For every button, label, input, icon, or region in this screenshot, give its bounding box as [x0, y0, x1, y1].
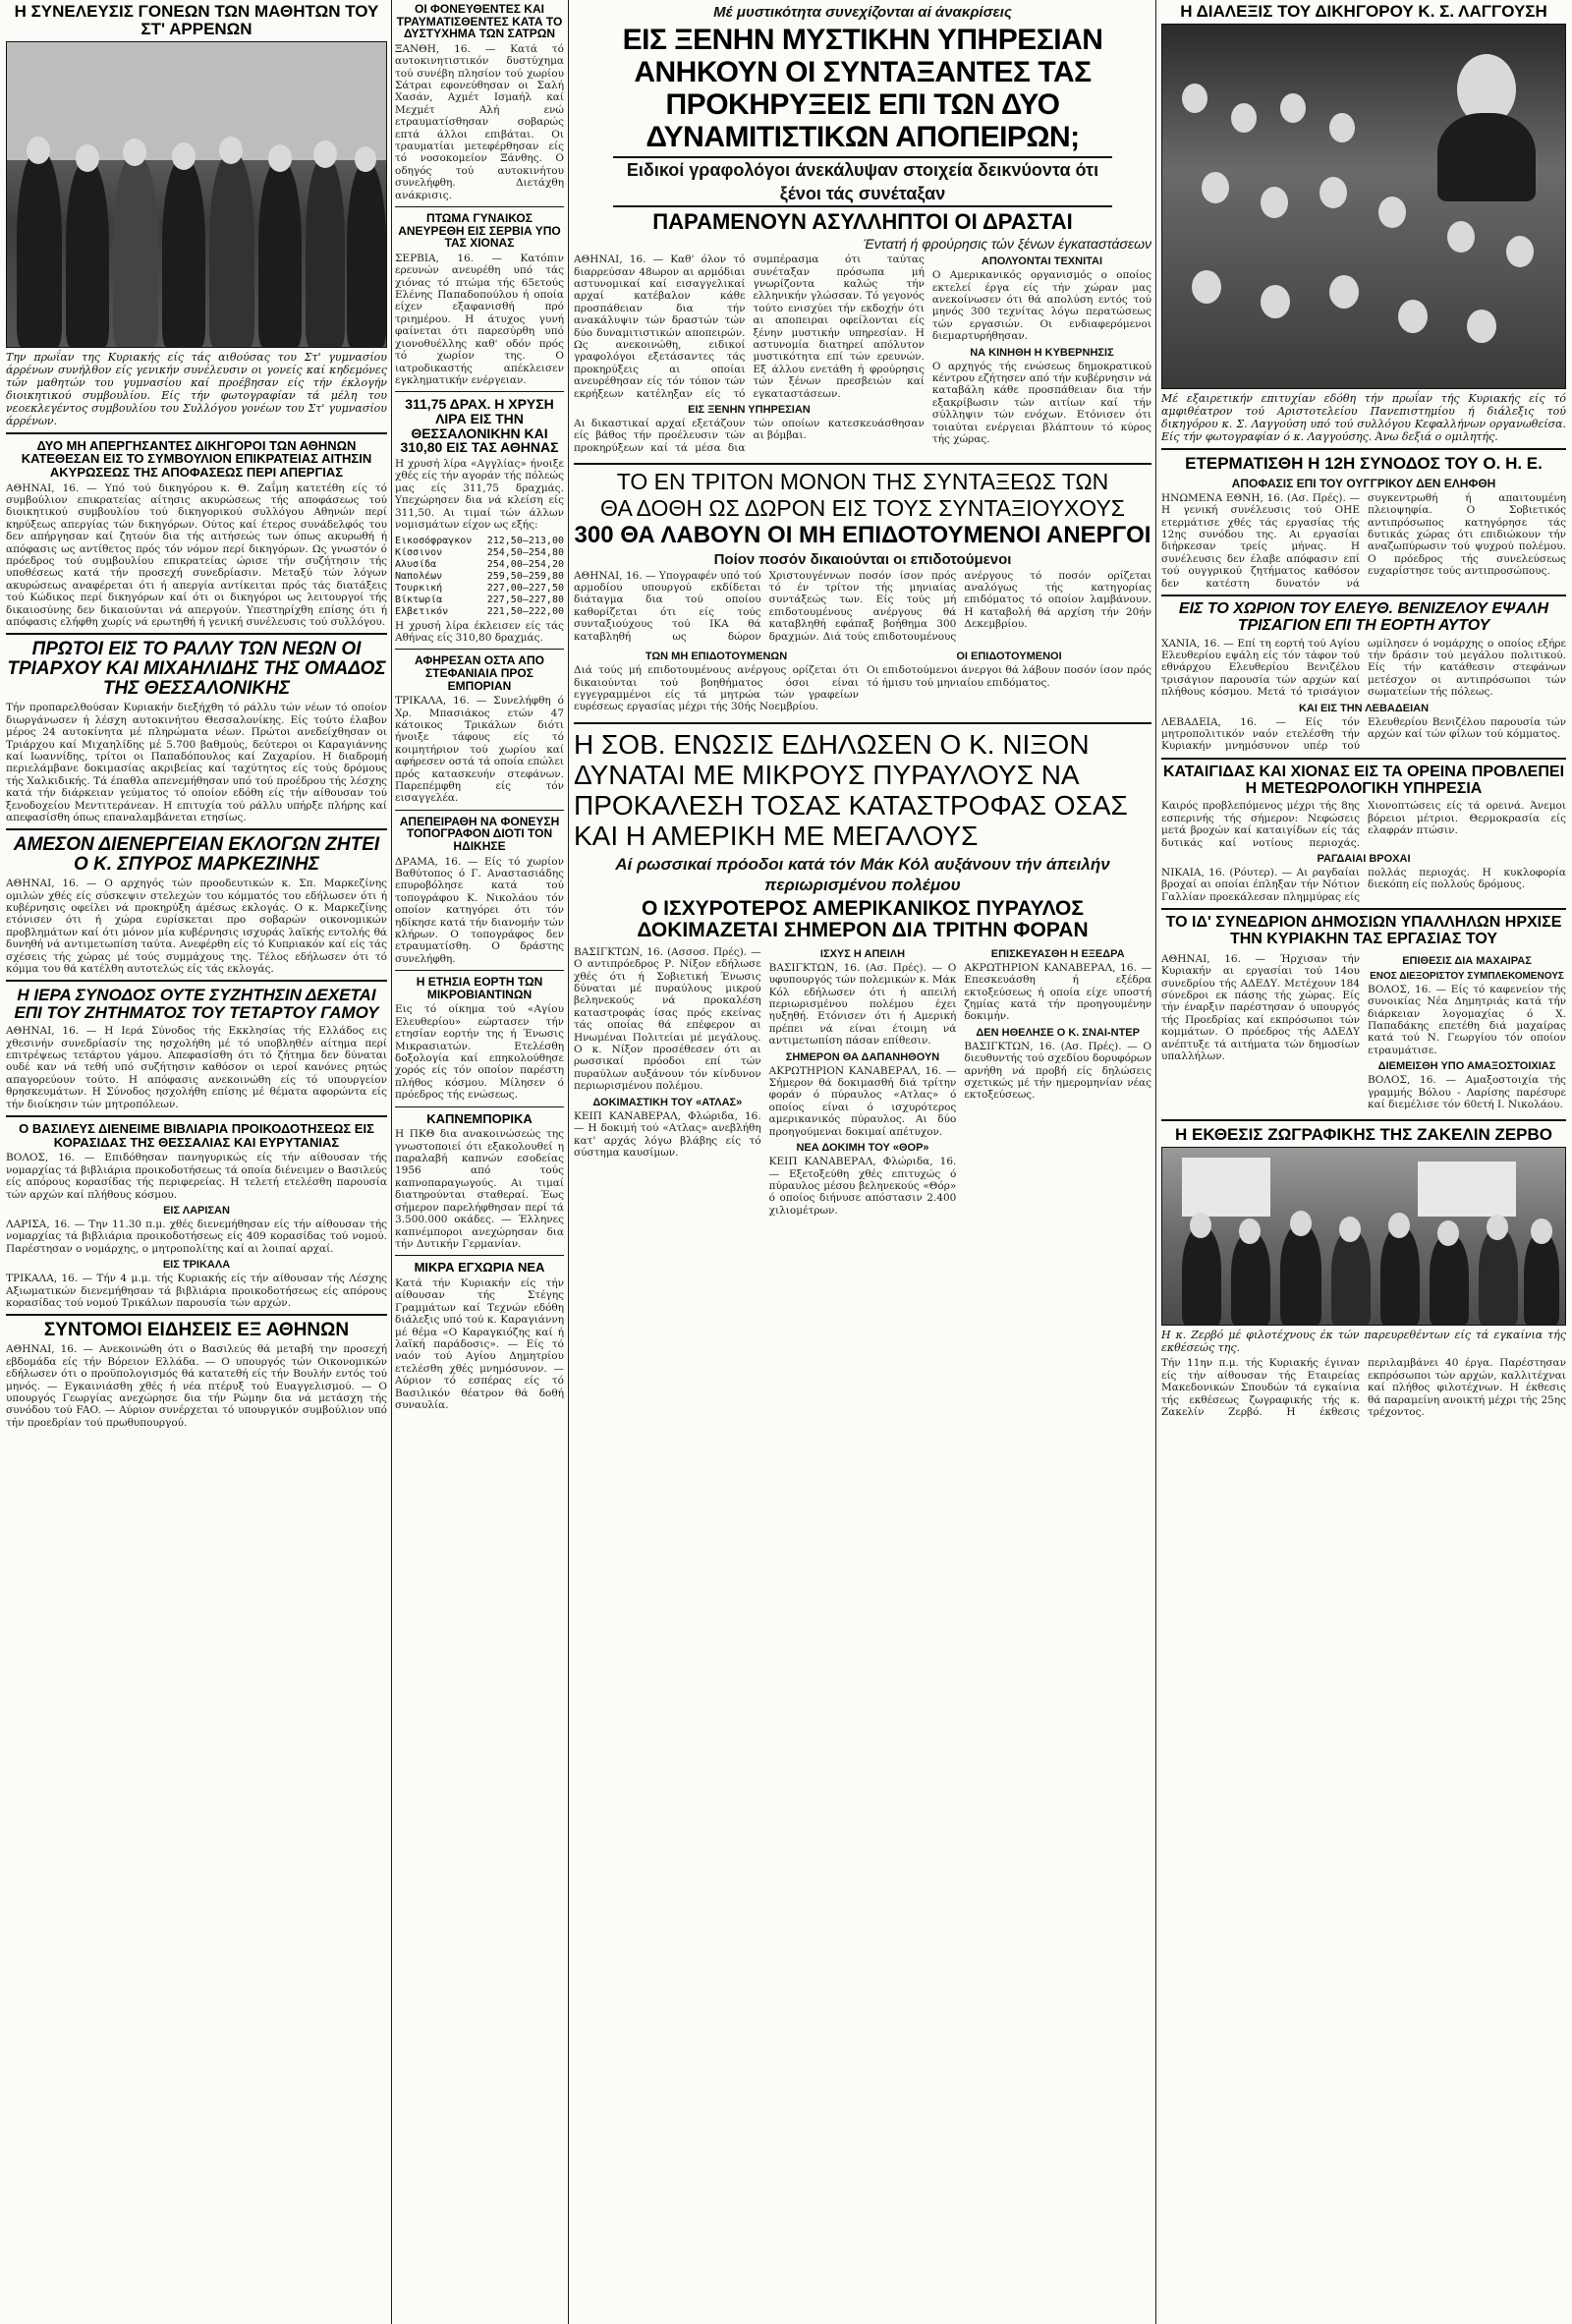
article-body: Ο Αμερικανικός οργανισμός ο οποίος εκτελεί έργα είς τήν χώραν μας ανεκοίνωσεν ότι θά απολύση εντός τού μηνός 300 τεχνίτας λόγω περατώσεως τών εργασιών. Οι ενδιαφερόμενοι διεμαρτυρήθησαν. [931, 269, 1151, 343]
photo-headline: Η ΣΥΝΕΛΕΥΣΙΣ ΓΟΝΕΩΝ ΤΩΝ ΜΑΘΗΤΩΝ ΤΟΥ ΣΤ' ΑΡΡΕΝΩΝ [14, 2, 379, 38]
article-body: Κατά τήν Κυριακήν είς τήν αίθουσαν τής Στέγης Γραμμάτων καί Τεχνών εδόθη διάλεξις υπό τού κ. Καραγιάννη μέ θέμα «Ο Καραγκιόζης καί ή λαϊκή παράδοσις». — Είς τό ναόν τού Αγίου Δημητρίου ετελέσθη χθές μνημόσυνον. — Αύριον τό εσπέρας είς τό Βασιλικόν θέατρον θά δοθή συναυλία. [395, 1276, 564, 1412]
deck: Αί ρωσσικαί πρόοδοι κατά τόν Μάκ Κόλ αυξάνουν τήν άπειλήν περιωρισμένου πολέμου [615, 854, 1110, 894]
article-body: ΤΡΙΚΑΛΑ, 16. — Συνελήφθη ό Χρ. Μπασιάκος ετών 47 κάτοικος Τρικάλων διότι ήνοιξε τάφους είς τό κοιμητήριον τού χωρίου καί αφήρεσεν οστά τά οποία επώλει πρός κατασκευήν στεφάνων. Παρεπέμφθη είς τόν εισαγγελέα. [395, 695, 564, 805]
article-body: ΑΘΗΝΑΙ, 16. — Ο αρχηγός τών προοδευτικών κ. Σπ. Μαρκεζίνης ομιλών χθές είς σύσκεψιν στελεχών του κόμματός του εδήλωσεν ότι ή κυβέρνησις οφείλει νά προκηρύξη άμέσως εκλογάς. Ο κ. Μαρκεζίνης ετόνισεν ότι ή χώρα ευρίσκεται προ σοβαρών οικονομικών προβλημάτων καί ότι μόνον μία κυβέρνησις ισχυράς λαϊκής εντολής θά δυνηθή νά αντιμετωπίση ταύτα. Ανεφέρθη είς τό Κυπριακόν καί είς τάς σχέσεις τής χώρας μέ τούς συμμάχους της. Τέλος εδήλωσεν ότι τό κόμμα του θά κατέλθη αυτοτελώς είς τάς εκλογάς. [6, 878, 387, 976]
column-rule [568, 0, 569, 2324]
photo-exhibition [1161, 1147, 1566, 1326]
article-body: ΔΡΑΜΑ, 16. — Είς τό χωρίον Βαθύτοπος ό Γ. Αναστασιάδης επυροβόλησε κατά τού τοπογράφου Κ. Νικολάου τόν οποίον κατηγόρει ότι τόν ηδίκησε κατά τήν διανομήν τών κλήρων. Ο τοπογράφος δεν ετραυματίσθη. Ο δράστης συνελήφθη. [395, 855, 564, 965]
headline: ΟΙ ΦΟΝΕΥΘΕΝΤΕΣ ΚΑΙ ΤΡΑΥΜΑΤΙΣΘΕΝΤΕΣ ΚΑΤΑ ΤΟ ΔΥΣΤΥΧΗΜΑ ΤΩΝ ΣΑΤΡΩΝ [396, 2, 563, 41]
subheading: ΔΟΚΙΜΑΣΤΙΚΗ ΤΟΥ «ΑΤΛΑΣ» [592, 1096, 743, 1108]
deck-headline: ΠΑΡΑΜΕΝΟΥΝ ΑΣΥΛΛΗΠΤΟΙ ΟΙ ΔΡΑΣΤΑΙ [652, 209, 1073, 234]
subheading: ΕΙΣ ΛΑΡΙΣΑΝ [163, 1204, 230, 1217]
rate-name: Βίκτωρία [395, 594, 443, 605]
article-body: Οι επιδοτούμενοι άνεργοι θά λάβουν ποσόν ίσον πρός τό ήμισυ τού μηνιαίου επιδόματος. [867, 664, 1151, 689]
article-body: ΗΝΩΜΕΝΑ ΕΘΝΗ, 16. (Ασ. Πρές). — Η γενική συνέλευσις τού ΟΗΕ ετερμάτισε χθές τάς εργασίας τής 12ης συνόδου της. Αι εργασίαι διήρκεσαν τρείς μήνας. Η συνέλευσις δεν έλαβε απόφασιν επί τού ουγγρικού ζητήματος καθόσον δεν κατέστη δυνατόν νά συγκεντρωθή ή απαιτουμένη πλειοψηφία. Ο Σοβιετικός αντιπρόσωπος κατηγόρησε τάς δυτικάς χώρας ότι επιδιώκουν τήν αναζωπύρωσιν τού ψυχρού πολέμου. Ο πρόεδρος τής συνελεύσεως ευχαρίστησε τούς αντιπροσώπους. [1161, 491, 1566, 590]
article-body: ΑΘΗΝΑΙ, 16. — Η Ιερά Σύνοδος τής Εκκλησίας τής Ελλάδος εις χθεσινήν συνεδρίασίν της ησχολήθη μέ τό υποβληθέν αίτημα περί επιτρέψεως τετάρτου γάμου. Απεφασίσθη ότι τό ζήτημα δεν δύναται ουδέ καν νά τεθή υπό συζήτησιν καθόσον οι ιεροί κανόνες ρητώς απαγορεύουν τούτο. Η απόφασις ανεκοινώθη είς τό υπουργείον θρησκευμάτων. Η Σύνοδος ησχολήθη επίσης μέ θέματα αφορώντα είς τήν διοίκησιν τών μητροπόλεων. [6, 1025, 387, 1110]
article-body: Αι δικαστικαί αρχαί εξετάζουν είς βάθος τήν προέλευσιν τών προκηρύξεων καί τά μέσα δια τών οποίων κατεσκευάσθησαν αι βόμβαι. [574, 417, 925, 454]
article-body: ΑΘΗΝΑΙ, 16. — Υπογραφέν υπό τού αρμοδίου υπουργού εκδίδεται διάταγμα δια τού οποίου καθορίζεται ότι είς τούς συνταξιούχους τού ΙΚΑ θά καταβληθή ως δώρον Χριστουγέννων ποσόν ίσον πρός τό έν τρίτον τής μηνιαίας συντάξεώς των. Είς τούς μή επιδοτουμένους ανέργους θά καταβληθή εφάπαξ βοήθημα 300 δραχμών. Διά τούς επιδοτουμένους ανέργους τό ποσόν ορίζεται αναλόγως τής κατηγορίας επιδόματος τό οποίον λαμβάνουν. Η καταβολή θά αρχίση τήν 20ήν Δεκεμβρίου. [574, 569, 1151, 643]
headline: ΕΤΕΡΜΑΤΙΣΘΗ Η 12Η ΣΥΝΟΔΟΣ ΤΟΥ Ο. Η. Ε. [1185, 453, 1543, 473]
article-body: ΑΘΗΝΑΙ, 16. — Καθ' όλον τό διαρρεύσαν 48ωρον αι αρμόδιαι αστυνομικαί καί εισαγγελικαί αρχαί κατέβαλον κάθε προσπάθειαν δια τήν ανακάλυψιν τών δραστών τών δύο δυναμιτιστικών αποπειρών. Ως ανεκοινώθη, ειδικοί γραφολόγοι εξετάσαντες τάς προκηρύξεις αι οποίαι ανευρέθησαν είς τόν τόπον τών εκρήξεων κατέληξαν είς τό συμπέρασμα ότι ταύτας συνέταξαν πρόσωπα μή γνωρίζοντα καλώς τήν ελληνικήν γλώσσαν. Τό γεγονός τούτο ενισχύει τήν εκδοχήν ότι αι αποπειραι οφείλονται είς ξένην μυστικήν υπηρεσίαν. Η αστυνομία διατηρεί απόλυτον μυστικότητα επί τών ερευνών. Εξ άλλου ενετάθη ή φρούρησις τών ξένων πρεσβειών καί εγκαταστάσεων. [574, 254, 925, 400]
headline: ΑΠΕΠΕΙΡΑΘΗ ΝΑ ΦΟΝΕΥΣΗ ΤΟΠΟΓΡΑΦΟΝ ΔΙΟΤΙ ΤΟΝ ΗΔΙΚΗΣΕ [399, 814, 560, 853]
headline: ΤΟ ΙΔ' ΣΥΝΕΔΡΙΟΝ ΔΗΜΟΣΙΩΝ ΥΠΑΛΛΗΛΩΝ ΗΡΧΙΣΕ ΤΗΝ ΚΥΡΙΑΚΗΝ ΤΑΣ ΕΡΓΑΣΙΑΣ ΤΟΥ [1165, 914, 1562, 948]
rate-name: Αλυσίδα [395, 558, 437, 570]
article-body: Η ΠΚΘ δια ανακοινώσεώς της γνωστοποιεί ότι εξακολουθεί η παραλαβή καπνών εσοδείας 1956 από τούς καπνοπαραγωγούς. Αι τιμαί διατηρούνται σταθεραί. Έως σήμερον παρελήφθησαν περί τά 3.500.000 οκάδες. — Έλληνες καπνέμποροι ανεχώρησαν δια τήν Δυτικήν Γερμανίαν. [395, 1128, 564, 1250]
article-body: ΛΑΡΙΣΑ, 16. — Την 11.30 π.μ. χθές διενεμήθησαν είς τήν αίθουσαν τής νομαρχίας τά βιβλιάρια προικοδοτήσεως είς 409 κορασίδας τού νομού. Παρέστησαν ο νομάρχης, ο μητροπολίτης καί αι λοιπαί αρχαί. [6, 1218, 387, 1255]
subheading: ΑΠΟΛΥΟΝΤΑΙ ΤΕΧΝΙΤΑΙ [981, 255, 1103, 268]
article-body: Η χρυσή λίρα «Αγγλίας» ήνοιξε χθές είς τήν αγοράν τής πόλεώς μας είς 311,75 δραχμάς. Υπεχώρησεν δια νά κλείση είς 311,50. Αι τιμαί τών άλλων νομισμάτων είχον ως εξής: [395, 458, 564, 532]
article-body: Διά τούς μή επιδοτουμένους ανέργους ορίζεται ότι δικαιούνται τού βοηθήματος όσοι είναι εγγεγραμμένοι είς τά μητρώα τών γραφείων ευρέσεως εργασίας μέχρι τής 30ής Νοεμβρίου. [574, 664, 859, 713]
article-body: ΑΚΡΩΤΗΡΙΟΝ ΚΑΝΑΒΕΡΑΛ, 16. — Επεσκευάσθη ή εξέδρα εκτοξεύσεως ή οποία είχε υποστή ζημίας κατά τήν προηγουμένην δοκιμήν. [964, 961, 1151, 1023]
subheading: ΣΗΜΕΡΟΝ ΘΑ ΔΑΠΑΝΗΘΟΥΝ [785, 1050, 940, 1063]
column-right [1161, 0, 1566, 2324]
rate-row [395, 559, 564, 571]
rate-row [395, 595, 564, 606]
article-body: Η χρυσή λίρα έκλεισεν είς τάς Αθήνας είς 310,80 δραχμάς. [395, 619, 564, 644]
article-body: Τήν προπαρελθούσαν Κυριακήν διεξήχθη τό ράλλυ τών νέων τό οποίον διωργάνωσεν ή λέσχη αυτοκινήτου Θεσσαλονίκης. Είς τούτο έλαβον μέρος 24 αυτοκίνητα μέ πληρώματα νέων. Πρώτοι ανεδείχθησαν οι Τριάρχου καί Μιχαηλίδης μέ 5.700 βαθμούς, δεύτεροι οι Καραγιάννης καί Ιωαννίδης, τρίτοι οι Παπαδόπουλος καί Ζαχαρίου. Η διαδρομή περιελάμβανε δοκιμασίας ακριβείας καί ταχύτητος είς τούς δρόμους τής Χαλκιδικής. Τά έπαθλα απενεμήθησαν υπό τού προέδρου τής λέσχης κατά τήν διάρκειαν γεύματος τό οποίον εδόθη είς τήν αίθουσαν τού ξενοδοχείου Μεντιτεράνεαν. Η επιτυχία τού ράλλυ υπήρξε πλήρης καί απεφασίσθη όπως επαναλαμβάνεται ετησίως. [6, 702, 387, 823]
photo-headline: Η ΔΙΑΛΕΞΙΣ ΤΟΥ ΔΙΚΗΓΟΡΟΥ Κ. Σ. ΛΑΓΓΟΥΣΗ [1180, 2, 1547, 21]
deck: Ποίον ποσόν δικαιούνται οι επιδοτούμενοι [713, 550, 1012, 568]
rate-value: 227,50—227,80 [486, 594, 564, 605]
deck: Ειδικοί γραφολόγοι άνεκάλυψαν στοιχεία δεικνύοντα ότι ξένοι τάς συνέταξαν [613, 156, 1112, 207]
article-body: Ο αρχηγός τής ενώσεως δημοκρατικού κέντρου εζήτησεν από τήν κυβέρνησιν νά καταβάλη κάθε προσπάθειαν δια τήν εξακρίβωσιν τών αιτίων καί τήν σύλληψιν τών ενόχων. Ετόνισεν ότι τοιαύται ενέργειαι βλάπτουν τό κύρος τής χώρας. [931, 360, 1151, 445]
headline: ΚΑΤΑΙΓΙΔΑΣ ΚΑΙ ΧΙΟΝΑΣ ΕΙΣ ΤΑ ΟΡΕΙΝΑ ΠΡΟΒΛΕΠΕΙ Η ΜΕΤΕΩΡΟΛΟΓΙΚΗ ΥΠΗΡΕΣΙΑ [1162, 763, 1565, 797]
article-body: ΒΟΛΟΣ, 16. — Αμαξοστοιχία τής γραμμής Βόλου - Λαρίσης παρέσυρε καί διεμέλισε τόν 60ετή Ι. Νικολάου. [1368, 1074, 1566, 1111]
rate-name: Ελβετικόν [395, 605, 449, 617]
subheading: ΕΠΙΘΕΣΙΣ ΔΙΑ ΜΑΧΑΙΡΑΣ [1402, 954, 1532, 967]
deck: Έντατή ή φρούρησις τών ξένων έγκαταστάσεων [863, 236, 1151, 253]
subheading: ΕΝΟΣ ΔΙΕΞΟΡΙΣΤΟΥ ΣΥΜΠΛΕΚΟΜΕΝΟΥΣ [1370, 970, 1564, 982]
rate-row [395, 583, 564, 595]
subheading: ΕΠΙΣΚΕΥΑΣΘΗ Η ΕΞΕΔΡΑ [990, 947, 1125, 960]
article-body: Τήν 11ην π.μ. τής Κυριακής έγιναν είς τήν αίθουσαν τής Εταιρείας Μακεδονικών Σπουδών τά εγκαίνια τής εκθέσεως ζωγραφικής τής κ. Ζακελίν Ζερβό. Η έκθεσις περιλαμβάνει 40 έργα. Παρέστησαν εκπρόσωποι τών αρχών, καλλιτέχναι καί πλήθος φιλοτέχνων. Η έκθεσις θά παραμείνη ανοικτή μέχρι τής 25ης τρέχοντος. [1161, 1357, 1566, 1418]
rate-name: Ναπολέων [395, 570, 443, 582]
article-body: ΛΕΒΑΔΕΙΑ, 16. — Είς τόν μητροπολιτικόν ναόν ετελέσθη τήν Κυριακήν μνημόσυνον υπέρ τού Ελευθερίου Βενιζέλου παρουσία τών αρχών καί τών φίλων τού κόμματος. [1161, 715, 1566, 753]
headline: ΠΡΩΤΟΙ ΕΙΣ ΤΟ ΡΑΛΛΥ ΤΩΝ ΝΕΩΝ ΟΙ ΤΡΙΑΡΧΟΥ ΚΑΙ ΜΙΧΑΗΛΙΔΗΣ ΤΗΣ ΟΜΑΔΟΣ ΤΗΣ ΘΕΣΣΑΛΟΝΙΚΗΣ [7, 639, 386, 700]
article-body: ΒΑΣΙΓΚΤΩΝ, 16. (Ασσοσ. Πρές). — Ο αντιπρόεδρος Ρ. Νίξον εδήλωσε χθές ότι ή Σοβιετική Ένωσις δύναται μέ πυραύλους μικρού βεληνεκούς νά προκαλέση καταστροφάς ίσας πρός εκείνας τάς οποίας θά επέφερον αι Ηνωμέναι Πολιτείαι μέ μεγάλους. Ο κ. Νίξον προσέθεσεν ότι αι ρωσσικαί πρόοδοι επί τών πυραύλων αυξάνουν τόν κίνδυνον περιωρισμένου πολέμου. [574, 945, 761, 1093]
headline: 311,75 ΔΡΑΧ. Η ΧΡΥΣΗ ΛΙΡΑ ΕΙΣ ΤΗΝ ΘΕΣΣΑΛΟΝΙΚΗΝ ΚΑΙ 310,80 ΕΙΣ ΤΑΣ ΑΘΗΝΑΣ [400, 396, 559, 456]
article-body: ΑΘΗΝΑΙ, 16. — Ανεκοινώθη ότι ο Βασιλεύς θά μεταβή την προσεχή εβδομάδα είς τήν Βόρειον Ελλάδα. — Ο υπουργός τών Οικονομικών εδήλωσεν ότι ο προϋπολογισμός θά κατατεθή είς τήν Βουλήν εντός τού μηνός. — Εγκαινιάσθη χθές ή νέα πτέρυξ τού Ευαγγελισμού. — Ο υπουργός Γεωργίας ανεχώρησε δια τήν Ρώμην δια νά μετάσχη τής συνόδου τού FAO. — Αύριον συνέρχεται τό υπουργικόν συμβούλιον υπό τήν προεδρίαν τού πρωθυπουργού. [6, 1343, 387, 1429]
rate-value: 227,00—227,50 [486, 582, 564, 594]
article-body: ΚΕΙΠ ΚΑΝΑΒΕΡΑΛ, Φλώριδα, 16. — Εξετοξεύθη χθές επιτυχώς ό πύραυλος μέσου βεληνεκούς «Θόρ» ό οποίος διήνυσε απόστασιν 2.400 χιλιομέτρων. [768, 1156, 957, 1217]
article-body: ΤΡΙΚΑΛΑ, 16. — Τήν 4 μ.μ. τής Κυριακής είς τήν αίθουσαν τής Λέσχης Αξιωματικών διενεμήθησαν τά βιβλιάρια προικοδοτήσεως είς απόρους κορασίδας τού νομού Τρικάλων παρουσία τών αρχών. [6, 1273, 387, 1309]
subheading: ΝΑ ΚΙΝΗΘΗ Η ΚΥΒΕΡΝΗΣΙΣ [970, 346, 1114, 359]
rate-row [395, 547, 564, 559]
headline: ΤΟ ΕΝ ΤΡΙΤΟΝ ΜΟΝΟΝ ΤΗΣ ΣΥΝΤΑΞΕΩΣ ΤΩΝ [616, 469, 1109, 495]
photo-caption: Την πρωΐαν της Κυριακής είς τάς αιθούσας του Στ' γυμνασίου άρρένων συνήλθον είς γενικήν συνέλευσιν οι γονείς καί κηδεμόνες τών μαθητών του γυμνασίου καί προέβησαν είς τήν έκλογήν διοικητικού συμβουλίου. Είς τήν φωτογραφίαν τά μέλη του νεοεκλεγέντος συμβουλίου του Συλλόγου γονέων του Στ' γυμνασίου άρρένων. [6, 350, 387, 427]
rate-row [395, 571, 564, 583]
headline: Ο ΒΑΣΙΛΕΥΣ ΔΙΕΝΕΙΜΕ ΒΙΒΛΙΑΡΙΑ ΠΡΟΙΚΟΔΟΤΗΣΕΩΣ ΕΙΣ ΚΟΡΑΣΙΔΑΣ ΤΗΣ ΘΕΣΣΑΛΙΑΣ ΚΑΙ ΕΥΡΥΤΑΝΙΑΣ [19, 1121, 374, 1150]
headline: ΑΦΗΡΕΣΑΝ ΟΣΤΑ ΑΠΟ ΣΤΕΦΑΝΙΑΙΑ ΠΡΟΣ ΕΜΠΟΡΙΑΝ [415, 653, 544, 693]
subheading: ΟΙ ΕΠΙΔΟΤΟΥΜΕΝΟΙ [956, 651, 1062, 663]
article-body: Εις τό οίκημα τού «Αγίου Ελευθερίου» εώρτασεν τήν ετησίαν εορτήν της ή Ένωσις Μικρασιατών. Ετελέσθη δοξολογία καί επηκολούθησε χορός είς τόν οποίον παρέστη πλήθος κόσμου. Μίλησεν ό πρόεδρος τής ενώσεως. [395, 1003, 564, 1102]
headline: ΔΥΟ ΜΗ ΑΠΕΡΓΗΣΑΝΤΕΣ ΔΙΚΗΓΟΡΟΙ ΤΩΝ ΑΘΗΝΩΝ ΚΑΤΕΘΕΣΑΝ ΕΙΣ ΤΟ ΣΥΜΒΟΥΛΙΟΝ ΕΠΙΚΡΑΤΕΙΑΣ ΑΙΤΗΣΙΝ ΑΚΥΡΩΣΕΩΣ ΤΗΣ ΑΠΟΦΑΣΕΩΣ ΠΕΡΙ ΑΠΕΡΓΙΑΣ [21, 437, 372, 480]
gold-rates-table [395, 536, 564, 618]
article-body: ΣΕΡΒΙΑ, 16. — Κατόπιν ερευνών ανευρέθη υπό τάς χιόνας τό πτώμα τής 65ετούς Ελένης Παπαδοπούλου ή οποία είχεν εξαφανισθή πρό τριημέρου. Η άτυχος γυνή φαίνεται ότι παρεσύρθη υπό χιονοθυέλλης καθ' οδόν πρός τό χωρίον της. Ο ιατροδικαστής απέκλεισεν εγκληματικήν ενέργειαν. [395, 252, 564, 386]
article-body: ΒΑΣΙΓΚΤΩΝ, 16. (Ασ. Πρές). — Ο υφυπουργός τών πολεμικών κ. Μάκ Κόλ εδήλωσεν ότι ή απειλή περιωρισμένου πολέμου έχει ηυξηθή. Ετόνισεν ότι ή Αμερική πρέπει νά είναι έτοιμη νά αντιμετωπίση πάσαν επίθεσιν. [768, 961, 957, 1048]
headline: ΣΥΝΤΟΜΟΙ ΕΙΔΗΣΕΙΣ ΕΞ ΑΘΗΝΩΝ [43, 1320, 350, 1341]
subheading: ΕΙΣ ΞΕΝΗΝ ΥΠΗΡΕΣΙΑΝ [688, 403, 811, 416]
photo-lecture [1161, 24, 1566, 389]
rate-name: Τουρκική [395, 582, 443, 594]
article-body: ΚΕΙΠ ΚΑΝΑΒΕΡΑΛ, Φλώριδα, 16. — Η δοκιμή τού «Ατλας» ανεβλήθη κατ' αρχάς λόγω βλάβης είς τό σύστημα καυσίμων. [574, 1109, 761, 1159]
rate-name: Κίσσινον [395, 546, 443, 558]
article-body: ΒΟΛΟΣ, 16. — Επιδόθησαν πανηγυρικώς είς τήν αίθουσαν τής νομαρχίας τά βιβλιάρια προικοδοτήσεως τά οποία διένειμεν ο Βασιλεύς είς απόρους κορασίδας τής περιφερείας. Η τελετή ετελέσθη παρουσία τών αρχών καί πλήθους κόσμου. [6, 1152, 387, 1201]
column-rule [1155, 0, 1156, 2324]
column-left [6, 0, 387, 2324]
rate-value: 212,50—213,00 [486, 535, 564, 546]
headline: ΑΜΕΣΟΝ ΔΙΕΝΕΡΓΕΙΑΝ ΕΚΛΟΓΩΝ ΖΗΤΕΙ Ο Κ. ΣΠΥΡΟΣ ΜΑΡΚΕΖΙΝΗΣ [13, 834, 380, 876]
column-second [395, 0, 564, 2324]
subheading: ΕΙΣ ΤΡΙΚΑΛΑ [162, 1259, 231, 1272]
headline: ΠΤΩΜΑ ΓΥΝΑΙΚΟΣ ΑΝΕΥΡΕΘΗ ΕΙΣ ΣΕΡΒΙΑ ΥΠΟ ΤΑΣ ΧΙΟΝΑΣ [398, 211, 561, 251]
column-rule [391, 0, 392, 2324]
main-headline: ΕΙΣ ΞΕΝΗΝ ΜΥΣΤΙΚΗΝ ΥΠΗΡΕΣΙΑΝ ΑΝΗΚΟΥΝ ΟΙ ΣΥΝΤΑΞΑΝΤΕΣ ΤΑΣ ΠΡΟΚΗΡΥΞΕΙΣ ΕΠΙ ΤΩΝ ΔΥΟ ΔΥΝΑΜΙΤΙΣΤΙΚΩΝ ΑΠΟΠΕΙΡΩΝ; [622, 24, 1103, 153]
subheading: ΔΕΝ ΗΘΕΛΗΣΕ Ο Κ. ΣΝΑΙ-ΝΤΕΡ [976, 1026, 1140, 1039]
article-body: ΞΑΝΘΗ, 16. — Κατά τό αυτοκινητιστικόν δυστύχημα τού συνέβη πλησίον τού χωρίου Σάτραι εφονεύθησαν οι Σαλή Χασάν, Αχμέτ Ισμαήλ καί Μεχμέτ Αλή ενώ ετραυματίσθησαν σοβαρώς επτά άλλοι επιβάται. Οι τραυματίαι μετεφέρθησαν είς τό νοσοκομείον Ξάνθης. Ο οδηγός τού αυτοκινήτου συνελήφθη. Διετάχθη ανάκρισις. [395, 42, 564, 201]
rate-row [395, 536, 564, 547]
rate-value: 254,50—254,80 [486, 546, 564, 558]
photo-caption: Μέ εξαιρετικήν επιτυχίαν εδόθη τήν πρωΐαν τής Κυριακής είς τό αμφιθέατρον τού Αριστοτελείου Πανεπιστημίου ή διάλεξις τού δικηγόρου κ. Σ. Λαγγούση υπό τού συλλόγου Κεφαλλήνων οργανωθείσα. Είς τήν φωτογραφίαν ό κ. Λαγγούσης. Άνω δεξιά ο ομιλητής. [1161, 391, 1566, 443]
photo-parents-meeting [6, 41, 387, 348]
subheading: ΔΙΕΜΕΙΣΘΗ ΥΠΟ ΑΜΑΞΟΣΤΟΙΧΙΑΣ [1377, 1060, 1556, 1073]
article-body: ΧΑΝΙΑ, 16. — Επί τη εορτή τού Αγίου Ελευθερίου εψάλη είς τόν τάφον τού εθνάρχου Ελευθερίου Βενιζέλου τρισάγιον παρουσία τών αρχών καί πλήθους κόσμου. Μετά τό τρισάγιον ωμίλησεν ό νομάρχης ο οποίος εξήρε τήν δράσιν τού μεγάλου πολιτικού. Είς τήν κατάθεσιν στεφάνων μετέσχον οι αντιπρόσωποι τών σωματείων τής πόλεως. [1161, 637, 1566, 699]
article-body: ΝΙΚΑΙΑ, 16. (Ρόυτερ). — Αι ραγδαίαι βροχαί αι οποίαι έπληξαν τήν Νότιον Γαλλίαν προεκάλεσαν πλημμύρας είς πολλάς περιοχάς. Η κυκλοφορία διεκόπη είς πολλούς δρόμους. [1161, 867, 1566, 903]
rate-value: 259,50—259,80 [486, 570, 564, 582]
article-body: Καιρός προβλεπόμενος μέχρι τής 8ης εσπερινής τής σήμερον: Νεφώσεις μετά βροχών καί καταιγίδων είς τάς δυτικάς καί νοτίους περιοχάς. Χιονοπτώσεις είς τά ορεινά. Άνεμοι βόρειοι μέτριοι. Θερμοκρασία είς ελαφράν πτώσιν. [1161, 800, 1566, 849]
headline: 300 ΘΑ ΛΑΒΟΥΝ ΟΙ ΜΗ ΕΠΙΔΟΤΟΥΜΕΝΟΙ ΑΝΕΡΓΟΙ [574, 522, 1151, 549]
subheading: ΚΑΙ ΕΙΣ ΤΗΝ ΛΕΒΑΔΕΙΑΝ [1298, 702, 1430, 714]
photo-headline: Η ΕΚΘΕΣΙΣ ΖΩΓΡΑΦΙΚΗΣ ΤΗΣ ΖΑΚΕΛΙΝ ΖΕΡΒΟ [1174, 1125, 1553, 1145]
article-body: ΒΑΣΙΓΚΤΩΝ, 16. (Ασ. Πρές). — Ο διευθυντής τού σχεδίου δορυφόρων αρνήθη νά προβή είς δηλώσεις σχετικώς μέ τήν ημερομηνίαν νέας εκτοξεύσεως. [964, 1040, 1151, 1102]
headline: ΕΙΣ ΤΟ ΧΩΡΙΟΝ ΤΟΥ ΕΛΕΥΘ. ΒΕΝΙΖΕΛΟΥ ΕΨΑΛΗ ΤΡΙΣΑΓΙΟΝ ΕΠΙ ΤΗ ΕΟΡΤΗ ΑΥΤΟΥ [1178, 599, 1549, 634]
headline: Η ΣΟΒ. ΕΝΩΣΙΣ ΕΔΗΛΩΣΕΝ Ο Κ. ΝΙΞΟΝ ΔΥΝΑΤΑΙ ΜΕ ΜΙΚΡΟΥΣ ΠΥΡΑΥΛΟΥΣ ΝΑ ΠΡΟΚΑΛΕΣΗ ΤΟΣΑΣ ΚΑΤΑΣΤΡΟΦΑΣ ΟΣΑΣ ΚΑΙ Η ΑΜΕΡΙΚΗ ΜΕ ΜΕΓΑΛΟΥΣ [574, 728, 1128, 851]
rate-name: Εικοσόφραγκον [395, 535, 473, 546]
headline: Η ΙΕΡΑ ΣΥΝΟΔΟΣ ΟΥΤΕ ΣΥΖΗΤΗΣΙΝ ΔΕΧΕΤΑΙ ΕΠΙ ΤΟΥ ΖΗΤΗΜΑΤΟΣ ΤΟΥ ΤΕΤΑΡΤΟΥ ΓΑΜΟΥ [14, 986, 379, 1023]
article-body: ΒΟΛΟΣ, 16. — Είς τό καφενείον τής συνοικίας Νέα Δημητριάς κατά τήν διάρκειαν λογομαχίας ό Χ. Παπαδάκης επετέθη διά μαχαίρας κατά τού Ν. Γεωργίου τόν οποίον ετραυμάτισε. [1368, 983, 1566, 1056]
kicker: Μέ μυστικότητα συνεχίζονται αί άνακρίσεις [713, 4, 1012, 21]
subheading: ΑΠΟΦΑΣΙΣ ΕΠΙ ΤΟΥ ΟΥΓΓΡΙΚΟΥ ΔΕΝ ΕΛΗΦΘΗ [1231, 476, 1496, 490]
headline: ΚΑΠΝΕΜΠΟΡΙΚΑ [426, 1110, 533, 1126]
headline: ΜΙΚΡΑ ΕΓΧΩΡΙΑ ΝΕΑ [414, 1260, 545, 1275]
rate-value: 221,50—222,00 [486, 605, 564, 617]
article-body: ΑΘΗΝΑΙ, 16. — Υπό τού δικηγόρου κ. Θ. Ζαΐμη κατετέθη είς τό συμβούλιον επικρατείας αίτησις ακυρώσεως τής αποφάσεως τού διοικητικού συμβουλίου τού δικηγορικού συλλόγου Αθηνών περί κηρύξεως απεργίας τών δικηγόρων. Ούτος καί έτερος συνάδελφός του δεν απήργησαν καί ζητούν δια τής αιτήσεώς των όπως ακυρωθή ή απόφασις ως αντίθετος πρός τόν νόμον περί δικηγόρων. Ως γνωστόν ό πρόεδρος τού συμβουλίου επικρατείας ώρισε τήν συζήτησιν τής υποθέσεως κατά τήν προσεχή συνεδρίασιν. Μεταξύ τών λόγων ακυρώσεως αναφέρεται ότι ή απεργία αντίκειται πρός τάς διατάξεις τού Κώδικος περί δικηγόρων καί ότι οι δικηγόροι ως λειτουργοί τής δικαιοσύνης δεν δικαιούνται νά απεργούν. Υπεστηρίχθη επίσης ότι ή απόφασις ελήφθη χωρίς νά ερωτηθή ή γενική συνέλευσις τού συλλόγου. [6, 482, 387, 629]
column-center [574, 0, 1151, 2324]
article-body: ΑΚΡΩΤΗΡΙΟΝ ΚΑΝΑΒΕΡΑΛ, 16. — Σήμερον θά δοκιμασθή διά τρίτην φοράν ό πύραυλος «Ατλας» ό οποίος είναι ό ισχυρότερος αμερικανικός πύραυλος. Αι δύο προηγούμεναι δοκιμαί απέτυχον. [768, 1064, 957, 1138]
subheading: ΡΑΓΔΑΙΑΙ ΒΡΟΧΑΙ [1317, 853, 1411, 865]
headline: Η ΕΤΗΣΙΑ ΕΟΡΤΗ ΤΩΝ ΜΙΚΡΟΒΙΑΝΤΙΝΩΝ [416, 975, 543, 1001]
subheading: ΤΩΝ ΜΗ ΕΠΙΔΟΤΟΥΜΕΝΩΝ [645, 651, 788, 663]
headline: Ο ΙΣΧΥΡΟΤΕΡΟΣ ΑΜΕΡΙΚΑΝΙΚΟΣ ΠΥΡΑΥΛΟΣ ΔΟΚΙΜΑΖΕΤΑΙ ΣΗΜΕΡΟΝ ΔΙΑ ΤΡΙΤΗΝ ΦΟΡΑΝ [637, 896, 1089, 941]
rate-value: 254,00—254,20 [486, 558, 564, 570]
article-body: ΑΘΗΝΑΙ, 16. — Ήρχισαν τήν Κυριακήν αι εργασίαι τού 14ου συνεδρίου τής ΑΔΕΔΥ. Μετέχουν 184 σύνεδροι εκ πάσης τής χώρας. Είς τήν έναρξιν παρέστησαν ό υπουργός τής Προεδρίας καί εκπρόσωποι τών κομμάτων. Ο πρόεδρος τής ΑΔΕΔΥ ανέπτυξε τά αιτήματα τών δημοσίων υπαλλήλων. [1161, 952, 1360, 1063]
subheading: ΝΕΑ ΔΟΚΙΜΗ ΤΟΥ «ΘΟΡ» [796, 1142, 929, 1155]
rate-row [395, 606, 564, 618]
photo-caption: Η κ. Ζερβό μέ φιλοτέχνους έκ τών παρευρεθέντων είς τά εγκαίνια τής εκθέσεώς της. [1161, 1329, 1566, 1355]
subheading: ΙΣΧΥΣ Η ΑΠΕΙΛΗ [819, 947, 906, 960]
headline: ΘΑ ΔΟΘΗ ΩΣ ΔΩΡΟΝ ΕΙΣ ΤΟΥΣ ΣΥΝΤΑΞΙΟΥΧΟΥΣ [599, 495, 1126, 522]
